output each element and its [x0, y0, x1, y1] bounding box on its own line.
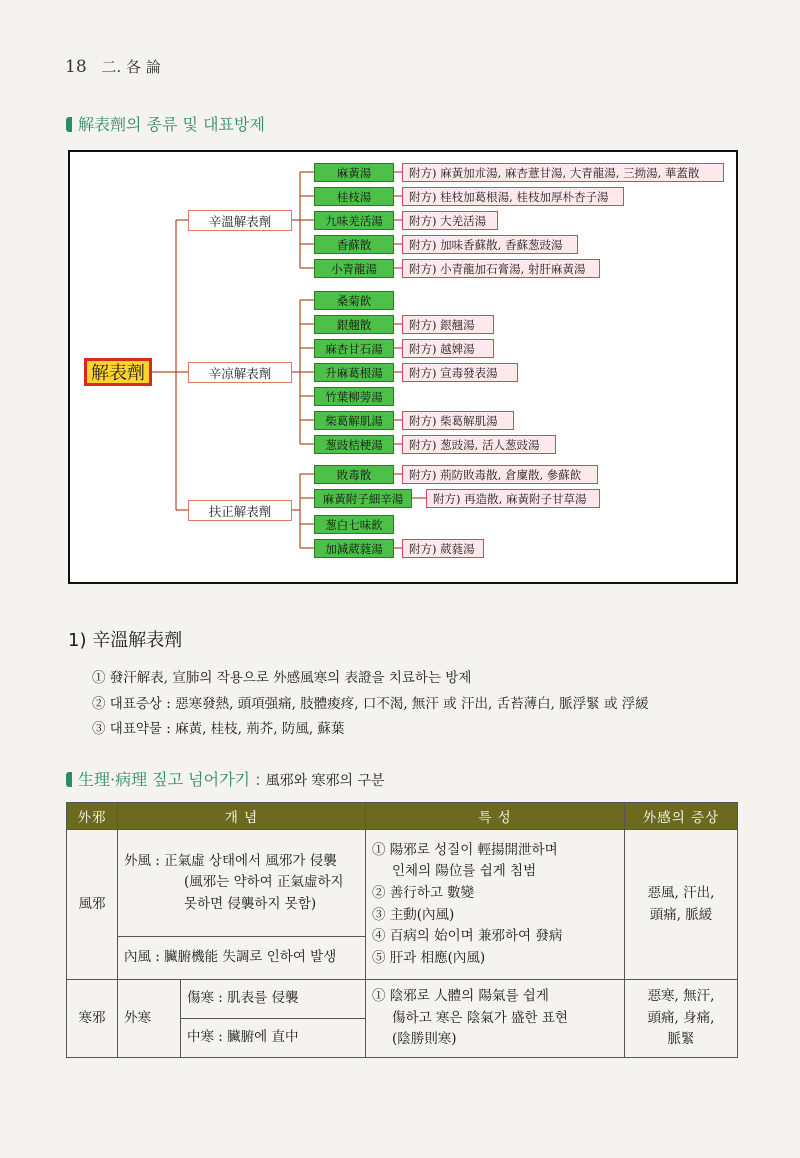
prescription-box: 香蘇散	[314, 235, 394, 254]
concept-cell: 傷寒 : 肌表를 侵襲	[181, 980, 366, 1019]
related-formula-box: 附方) 再造散, 麻黃附子甘草湯	[426, 489, 600, 508]
symptoms-cell: 惡寒, 無汗, 頭痛, 身痛, 脈緊	[625, 980, 738, 1058]
section-bullet	[66, 772, 72, 787]
prescription-box: 麻黃附子細辛湯	[314, 489, 412, 508]
concept-cell: 外寒	[118, 980, 181, 1058]
prescription-box: 桂枝湯	[314, 187, 394, 206]
table-section-title: 生理·病理 짚고 넘어가기 : 風邪와 寒邪의 구분	[66, 767, 385, 790]
category-box: 辛溫解表劑	[188, 210, 292, 231]
table-header-row	[67, 803, 738, 830]
comparison-table	[66, 802, 738, 1058]
related-formula-box: 附方) 柴葛解肌湯	[402, 411, 514, 430]
column-header: 外感의 증상	[625, 803, 738, 830]
row-label: 風邪	[67, 830, 118, 980]
column-header: 개 념	[118, 803, 366, 830]
prescription-box: 葱白七味飮	[314, 515, 394, 534]
table-section-subtitle: 風邪와 寒邪의 구분	[265, 773, 385, 789]
prescription-box: 九味羌活湯	[314, 211, 394, 230]
point-item: ② 대표증상 : 惡寒發熱, 頭項强痛, 肢體痠疼, 口不渴, 無汗 或 汗出, 舌苔薄白, 脈浮緊 或 浮緩	[92, 696, 649, 712]
related-formula-box: 附方) 葱豉湯, 活人葱豉湯	[402, 435, 556, 454]
related-formula-box: 附方) 小青龍加石膏湯, 射肝麻黃湯	[402, 259, 600, 278]
table-row	[67, 980, 738, 1019]
prescription-box: 葱豉桔梗湯	[314, 435, 394, 454]
prescription-box: 敗毒散	[314, 465, 394, 484]
column-header: 특 성	[366, 803, 625, 830]
concept-cell: 內風 : 臟腑機能 失調로 인하여 발생	[118, 937, 366, 980]
category-box: 扶正解表劑	[188, 500, 292, 521]
symptoms-cell: 惡風, 汗出, 頭痛, 脈緩	[625, 830, 738, 980]
table-row	[67, 830, 738, 937]
row-label: 寒邪	[67, 980, 118, 1058]
prescription-box: 麻杏甘石湯	[314, 339, 394, 358]
traits-cell: ① 陰邪로 人體의 陽氣를 쉽게 傷하고 寒은 陰氣가 盛한 표현 (陰勝則寒)	[366, 980, 625, 1058]
column-header: 外邪	[67, 803, 118, 830]
related-formula-box: 附方) 桂枝加葛根湯, 桂枝加厚朴杏子湯	[402, 187, 624, 206]
prescription-box: 升麻葛根湯	[314, 363, 394, 382]
prescription-box: 桑菊飮	[314, 291, 394, 310]
prescription-box: 加減葳蕤湯	[314, 539, 394, 558]
traits-cell: ① 陽邪로 성질이 輕揚開泄하며 인체의 陽位를 쉽게 침범 ② 善行하고 數變 ③ 主動(內風) ④ 百病의 始이며 兼邪하여 發病 ⑤ 肝과 相應(內風)	[366, 830, 625, 980]
related-formula-box: 附方) 葳蕤湯	[402, 539, 484, 558]
diagram-section-title: 解表劑의 종류 및 대표방제	[66, 112, 265, 135]
prescription-box: 竹葉柳蒡湯	[314, 387, 394, 406]
prescription-box: 銀翹散	[314, 315, 394, 334]
prescription-box: 柴葛解肌湯	[314, 411, 394, 430]
section-bullet	[66, 117, 72, 132]
point-item: ③ 대표약물 : 麻黃, 桂枝, 荊芥, 防風, 蘇葉	[92, 721, 345, 737]
running-header	[65, 56, 161, 77]
concept-cell: 中寒 : 臟腑에 直中	[181, 1019, 366, 1058]
concept-cell: 外風 : 正氣虛 상태에서 風邪가 侵襲 (風邪는 약하여 正氣虛하지 못하면 侵襲하지 못함)	[118, 830, 366, 937]
related-formula-box: 附方) 荊防敗毒散, 倉廩散, 參蘇飮	[402, 465, 598, 484]
page-number: 18	[65, 57, 87, 77]
classification-diagram	[68, 150, 738, 584]
related-formula-box: 附方) 宣毒發表湯	[402, 363, 518, 382]
related-formula-box: 附方) 加味香蘇散, 香蘇葱豉湯	[402, 235, 578, 254]
prescription-box: 小青龍湯	[314, 259, 394, 278]
related-formula-box: 附方) 銀翹湯	[402, 315, 494, 334]
point-item: ① 發汗解表, 宣肺의 작용으로 外感風寒의 表證을 치료하는 방제	[92, 670, 472, 686]
category-box: 辛凉解表劑	[188, 362, 292, 383]
related-formula-box: 附方) 大羌活湯	[402, 211, 498, 230]
related-formula-box: 附方) 越婢湯	[402, 339, 494, 358]
prescription-box: 麻黃湯	[314, 163, 394, 182]
related-formula-box: 附方) 麻黃加朮湯, 麻杏薏甘湯, 大青龍湯, 三拗湯, 華蓋散	[402, 163, 724, 182]
running-section: 二. 各 論	[101, 58, 161, 76]
root-box: 解表劑	[84, 358, 152, 386]
subsection-title: 1) 辛溫解表劑	[68, 630, 183, 651]
